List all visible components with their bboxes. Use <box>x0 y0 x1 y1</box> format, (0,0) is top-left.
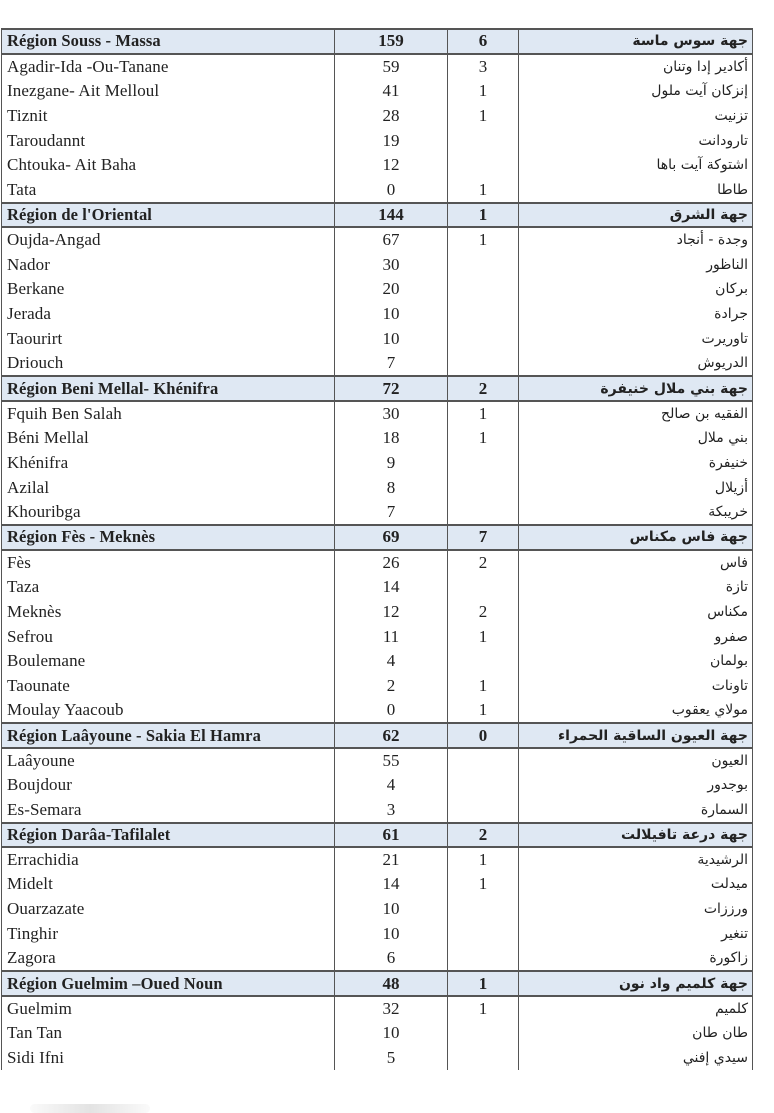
province-name-fr: Guelmim <box>2 996 335 1021</box>
province-cases: 7 <box>335 500 448 525</box>
province-name-fr: Jerada <box>2 302 335 327</box>
province-name-ar: السمارة <box>519 798 753 823</box>
province-cases: 30 <box>335 401 448 426</box>
province-name-fr: Taourirt <box>2 327 335 352</box>
province-row <box>2 773 753 798</box>
province-name-ar: سيدي إفني <box>519 1046 753 1071</box>
province-name-ar: ورززات <box>519 897 753 922</box>
province-name-ar: بوجدور <box>519 773 753 798</box>
province-row <box>2 847 753 872</box>
province-deaths <box>448 351 519 376</box>
province-row <box>2 1021 753 1046</box>
province-cases: 3 <box>335 798 448 823</box>
province-row <box>2 54 753 79</box>
province-cases: 32 <box>335 996 448 1021</box>
province-name-ar: طاطا <box>519 178 753 203</box>
province-cases: 12 <box>335 153 448 178</box>
province-name-fr: Nador <box>2 252 335 277</box>
province-row <box>2 475 753 500</box>
province-cases: 20 <box>335 277 448 302</box>
province-name-fr: Azilal <box>2 475 335 500</box>
province-name-ar: اشتوكة آيت باها <box>519 153 753 178</box>
province-row <box>2 550 753 575</box>
province-name-ar: تنغير <box>519 922 753 947</box>
province-cases: 10 <box>335 327 448 352</box>
province-cases: 4 <box>335 649 448 674</box>
province-row <box>2 128 753 153</box>
province-deaths <box>448 252 519 277</box>
province-row <box>2 302 753 327</box>
region-name-ar: جهة فاس مكناس <box>519 525 753 550</box>
province-name-ar: الرشيدية <box>519 847 753 872</box>
region-cases: 62 <box>335 723 448 748</box>
province-name-ar: صفرو <box>519 624 753 649</box>
region-name-fr: Région Guelmim –Oued Noun <box>2 971 335 996</box>
province-name-ar: إنزكان آيت ملول <box>519 79 753 104</box>
province-name-fr: Taounate <box>2 674 335 699</box>
province-deaths: 1 <box>448 996 519 1021</box>
province-name-ar: الناظور <box>519 252 753 277</box>
province-name-ar: مولاي يعقوب <box>519 699 753 724</box>
province-name-fr: Laâyoune <box>2 748 335 773</box>
province-name-ar: أزيلال <box>519 475 753 500</box>
province-row <box>2 500 753 525</box>
province-name-fr: Inezgane- Ait Melloul <box>2 79 335 104</box>
region-cases: 48 <box>335 971 448 996</box>
province-cases: 18 <box>335 426 448 451</box>
province-name-fr: Zagora <box>2 946 335 971</box>
region-row <box>2 525 753 550</box>
province-cases: 59 <box>335 54 448 79</box>
province-deaths: 1 <box>448 401 519 426</box>
province-deaths <box>448 575 519 600</box>
province-name-fr: Meknès <box>2 599 335 624</box>
region-row <box>2 971 753 996</box>
province-deaths <box>448 128 519 153</box>
region-name-ar: جهة الشرق <box>519 203 753 228</box>
province-deaths: 2 <box>448 599 519 624</box>
province-cases: 0 <box>335 178 448 203</box>
region-name-ar: جهة بني ملال خنيفرة <box>519 376 753 401</box>
province-name-fr: Tan Tan <box>2 1021 335 1046</box>
province-name-fr: Béni Mellal <box>2 426 335 451</box>
region-name-fr: Région Darâa-Tafilalet <box>2 823 335 848</box>
province-row <box>2 1046 753 1071</box>
province-row <box>2 897 753 922</box>
province-name-fr: Errachidia <box>2 847 335 872</box>
province-cases: 14 <box>335 872 448 897</box>
region-name-ar: جهة كلميم واد نون <box>519 971 753 996</box>
province-deaths <box>448 649 519 674</box>
region-deaths: 1 <box>448 203 519 228</box>
province-row <box>2 227 753 252</box>
province-row <box>2 401 753 426</box>
province-name-fr: Tinghir <box>2 922 335 947</box>
province-name-ar: زاكورة <box>519 946 753 971</box>
province-deaths <box>448 897 519 922</box>
province-name-fr: Agadir-Ida -Ou-Tanane <box>2 54 335 79</box>
province-deaths: 1 <box>448 624 519 649</box>
province-deaths <box>448 327 519 352</box>
province-deaths: 1 <box>448 227 519 252</box>
province-deaths <box>448 153 519 178</box>
province-row <box>2 649 753 674</box>
province-name-ar: تارودانت <box>519 128 753 153</box>
province-name-fr: Chtouka- Ait Baha <box>2 153 335 178</box>
province-row <box>2 798 753 823</box>
province-name-ar: خنيفرة <box>519 451 753 476</box>
province-cases: 55 <box>335 748 448 773</box>
province-name-ar: أكادير إدا وتنان <box>519 54 753 79</box>
province-row <box>2 699 753 724</box>
province-row <box>2 351 753 376</box>
province-name-ar: العيون <box>519 748 753 773</box>
province-name-fr: Khouribga <box>2 500 335 525</box>
province-deaths <box>448 475 519 500</box>
province-name-fr: Khénifra <box>2 451 335 476</box>
province-name-fr: Taroudannt <box>2 128 335 153</box>
province-cases: 10 <box>335 1021 448 1046</box>
province-cases: 0 <box>335 699 448 724</box>
province-deaths <box>448 922 519 947</box>
region-name-fr: Région de l'Oriental <box>2 203 335 228</box>
region-deaths: 7 <box>448 525 519 550</box>
province-row <box>2 922 753 947</box>
province-name-ar: مكناس <box>519 599 753 624</box>
region-cases: 72 <box>335 376 448 401</box>
province-cases: 14 <box>335 575 448 600</box>
province-deaths <box>448 1021 519 1046</box>
province-deaths: 3 <box>448 54 519 79</box>
province-name-fr: Fès <box>2 550 335 575</box>
province-row <box>2 872 753 897</box>
province-row <box>2 79 753 104</box>
province-deaths: 1 <box>448 426 519 451</box>
province-cases: 7 <box>335 351 448 376</box>
province-name-fr: Tata <box>2 178 335 203</box>
region-row <box>2 203 753 228</box>
province-name-ar: بني ملال <box>519 426 753 451</box>
province-row <box>2 327 753 352</box>
province-cases: 5 <box>335 1046 448 1071</box>
province-deaths <box>448 946 519 971</box>
province-deaths <box>448 1046 519 1071</box>
province-cases: 28 <box>335 103 448 128</box>
province-name-fr: Oujda-Angad <box>2 227 335 252</box>
region-name-ar: جهة سوس ماسة <box>519 29 753 54</box>
region-deaths: 0 <box>448 723 519 748</box>
region-row <box>2 376 753 401</box>
province-deaths <box>448 500 519 525</box>
province-row <box>2 277 753 302</box>
province-name-fr: Berkane <box>2 277 335 302</box>
province-name-ar: تزنيت <box>519 103 753 128</box>
province-cases: 8 <box>335 475 448 500</box>
region-deaths: 1 <box>448 971 519 996</box>
province-deaths: 1 <box>448 103 519 128</box>
province-cases: 21 <box>335 847 448 872</box>
province-cases: 9 <box>335 451 448 476</box>
province-deaths <box>448 451 519 476</box>
province-deaths <box>448 302 519 327</box>
province-deaths: 1 <box>448 847 519 872</box>
province-cases: 10 <box>335 302 448 327</box>
province-deaths <box>448 773 519 798</box>
region-cases: 61 <box>335 823 448 848</box>
province-name-ar: جرادة <box>519 302 753 327</box>
region-name-fr: Région Souss - Massa <box>2 29 335 54</box>
region-cases: 144 <box>335 203 448 228</box>
region-row <box>2 29 753 54</box>
province-row <box>2 426 753 451</box>
province-cases: 4 <box>335 773 448 798</box>
province-cases: 12 <box>335 599 448 624</box>
province-deaths: 2 <box>448 550 519 575</box>
province-row <box>2 153 753 178</box>
province-name-fr: Sidi Ifni <box>2 1046 335 1071</box>
province-name-ar: فاس <box>519 550 753 575</box>
province-name-fr: Fquih Ben Salah <box>2 401 335 426</box>
province-row <box>2 178 753 203</box>
province-name-ar: الدريوش <box>519 351 753 376</box>
province-name-ar: خريبكة <box>519 500 753 525</box>
region-cases: 69 <box>335 525 448 550</box>
province-row <box>2 996 753 1021</box>
page-shadow <box>30 1104 150 1113</box>
province-row <box>2 599 753 624</box>
province-row <box>2 946 753 971</box>
province-name-fr: Driouch <box>2 351 335 376</box>
province-name-ar: كلميم <box>519 996 753 1021</box>
region-row <box>2 823 753 848</box>
province-name-ar: بولمان <box>519 649 753 674</box>
province-cases: 10 <box>335 897 448 922</box>
province-deaths <box>448 277 519 302</box>
province-deaths: 1 <box>448 79 519 104</box>
region-deaths: 6 <box>448 29 519 54</box>
province-name-fr: Taza <box>2 575 335 600</box>
province-name-fr: Boujdour <box>2 773 335 798</box>
province-row <box>2 103 753 128</box>
province-deaths <box>448 748 519 773</box>
region-cases: 159 <box>335 29 448 54</box>
province-name-fr: Boulemane <box>2 649 335 674</box>
province-name-fr: Moulay Yaacoub <box>2 699 335 724</box>
province-name-ar: وجدة - أنجاد <box>519 227 753 252</box>
region-name-fr: Région Beni Mellal- Khénifra <box>2 376 335 401</box>
province-name-ar: الفقيه بن صالح <box>519 401 753 426</box>
region-deaths: 2 <box>448 823 519 848</box>
province-name-fr: Es-Semara <box>2 798 335 823</box>
region-name-ar: جهة درعة تافيلالت <box>519 823 753 848</box>
region-deaths: 2 <box>448 376 519 401</box>
province-name-ar: بركان <box>519 277 753 302</box>
province-name-ar: تاونات <box>519 674 753 699</box>
province-name-fr: Sefrou <box>2 624 335 649</box>
province-row <box>2 575 753 600</box>
province-cases: 30 <box>335 252 448 277</box>
province-row <box>2 624 753 649</box>
province-deaths: 1 <box>448 674 519 699</box>
province-name-fr: Midelt <box>2 872 335 897</box>
province-name-fr: Ouarzazate <box>2 897 335 922</box>
region-name-fr: Région Laâyoune - Sakia El Hamra <box>2 723 335 748</box>
province-deaths: 1 <box>448 178 519 203</box>
province-cases: 11 <box>335 624 448 649</box>
province-row <box>2 451 753 476</box>
province-row <box>2 748 753 773</box>
province-cases: 67 <box>335 227 448 252</box>
region-row <box>2 723 753 748</box>
region-name-ar: جهة العيون الساقية الحمراء <box>519 723 753 748</box>
province-cases: 10 <box>335 922 448 947</box>
province-name-ar: ميدلت <box>519 872 753 897</box>
region-name-fr: Région Fès - Meknès <box>2 525 335 550</box>
province-name-ar: تازة <box>519 575 753 600</box>
province-cases: 41 <box>335 79 448 104</box>
table-body <box>2 29 753 1070</box>
province-name-fr: Tiznit <box>2 103 335 128</box>
province-cases: 26 <box>335 550 448 575</box>
province-cases: 6 <box>335 946 448 971</box>
province-deaths <box>448 798 519 823</box>
province-cases: 2 <box>335 674 448 699</box>
province-name-ar: طان طان <box>519 1021 753 1046</box>
province-row <box>2 252 753 277</box>
province-cases: 19 <box>335 128 448 153</box>
regional-cases-table <box>1 28 753 1070</box>
province-deaths: 1 <box>448 699 519 724</box>
province-row <box>2 674 753 699</box>
province-name-ar: تاوريرت <box>519 327 753 352</box>
province-deaths: 1 <box>448 872 519 897</box>
